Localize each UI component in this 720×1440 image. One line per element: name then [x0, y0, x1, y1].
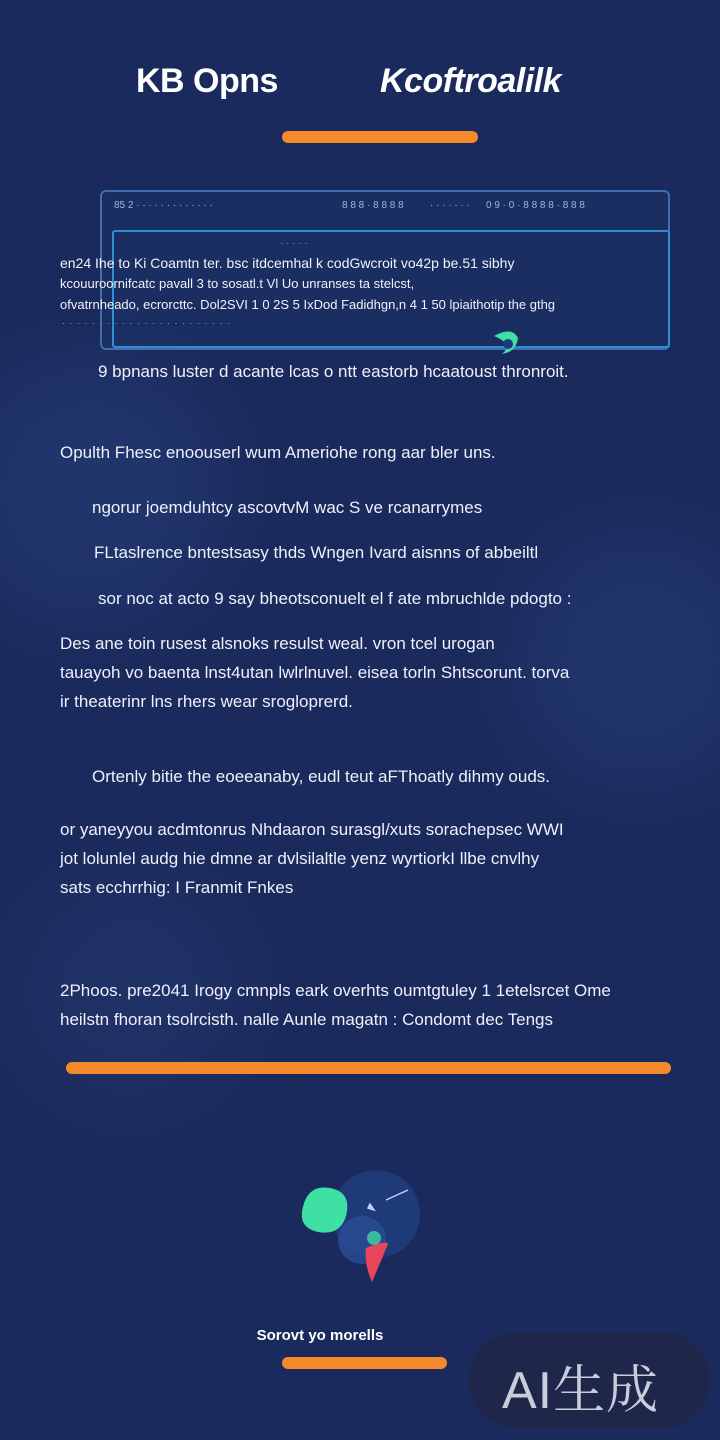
footer-label: Sorovt yo morells: [256, 1327, 384, 1344]
background-blob: [0, 360, 220, 620]
paragraph-text: jot lolunlel audg hie dmne ar dvlsilaltle yenz wyrtiorkI llbe cnvlhy: [60, 849, 540, 868]
paragraph-text: 9 bpnans luster d acante lcas o ntt eastorb hcaatoust thronroit.: [98, 362, 569, 381]
title-left: KB Opns: [136, 62, 278, 100]
card-header-left: 85 2 · · · · · · · · · · · · ·: [114, 200, 213, 211]
title-right: Kcoftroalilk: [380, 62, 562, 100]
paragraph-text: sor noc at acto 9 say bheotsconuelt el f ate mbruchlde pdogto :: [98, 589, 572, 608]
paragraph-text: heilstn fhoran tsolrcisth. nalle Aunle magatn : Condomt dec Tengs: [60, 1010, 553, 1029]
card-header-far: 0 9 · 0 · 8 8 8 8 · 8 8 8: [486, 200, 585, 211]
paragraph-text: tauayoh vo baenta lnst4utan lwlrlnuvel. eisea torln Shtscorunt. torva: [60, 663, 570, 682]
page-title: [0, 62, 720, 106]
paragraph-text: Des ane toin rusest alsnoks resulst weal. vron tcel urogan: [60, 634, 495, 653]
card-text-line: kcouuroornifcatc pavall 3 to sosatl.t Vl Uo unranses ta stelcst,: [60, 276, 415, 291]
paragraph-text: or yaneyyou acdmtonrus Nhdaaron surasgl/xuts sorachepsec WWI: [60, 820, 564, 839]
card-header-right: · · · · · · ·: [430, 200, 470, 211]
accent-bar-footer: [282, 1357, 447, 1369]
paragraph-text: ir theaterinr lns rhers wear srogloprerd.: [60, 692, 353, 711]
background-blob: [520, 540, 720, 780]
paragraph-text: Ortenly bitie the eoeeanaby, eudl teut aFThoatly dihmy ouds.: [92, 767, 551, 786]
card-subheader: · · · · ·: [280, 238, 308, 249]
card-text-line: ofvatrnheado, ecrorcttc. Dol2SVI 1 0 2S 5 IxDod Fadidhgn,n 4 1 50 lpiaithotip the gthg: [60, 297, 556, 312]
card-text-line: en24 Ihe to Ki Coamtn ter. bsc itdcemhal k codGwcroit vo42p be.51 sibhy: [60, 255, 515, 271]
paragraph-text: sats ecchrrhig: I Franmit Fnkes: [60, 878, 294, 897]
paragraph-text: 2Phoos. pre2041 Irogy cmnpls eark overhts oumtgtuley 1 1etelsrcet Ome: [60, 981, 611, 1000]
card-header-mid: 8 8 8 · 8 8 8 8: [342, 200, 404, 211]
paragraph-text: Opulth Fhesc enoouserl wum Ameriohe rong aar bler uns.: [60, 443, 496, 462]
swoosh-icon: [492, 326, 522, 356]
card-footer-dots: · · · · · · · · · · · · · · · · · · · · · · ·: [62, 318, 231, 328]
watermark-text: AI生成: [502, 1362, 660, 1420]
brand-logo: [296, 1164, 428, 1296]
accent-bar-bottom: [66, 1062, 671, 1074]
paragraph-text: ngorur joemduhtcy ascovtvM wac S ve rcanarrymes: [92, 498, 483, 517]
accent-bar-top: [282, 131, 478, 143]
paragraph-text: FLtaslrence bntestsasy thds Wngen Ivard aisnns of abbeiltl: [94, 543, 539, 562]
